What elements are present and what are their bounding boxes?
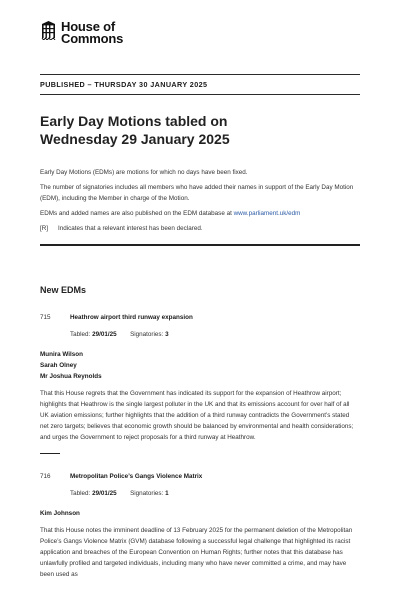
tabled-label: Tabled: — [70, 490, 91, 497]
edm-entry — [40, 471, 360, 580]
house-of-commons-logo — [40, 20, 360, 50]
signatories-count: 3 — [165, 331, 169, 338]
signatories-count: 1 — [165, 490, 169, 497]
tabled-date: 29/01/25 — [92, 331, 117, 338]
sponsor-name: Kim Johnson — [40, 510, 80, 517]
intro-paragraph-3-text: EDMs and added names are also published on the EDM database at — [40, 210, 234, 217]
edm-database-link[interactable]: www.parliament.uk/edm — [233, 210, 301, 217]
section-title-new-edms: New EDMs — [40, 285, 87, 295]
sponsor-list — [40, 349, 360, 382]
logo-wordmark — [61, 21, 123, 45]
document-page — [40, 19, 360, 578]
edm-number: 716 — [40, 473, 51, 480]
logo-line-2: Commons — [61, 31, 124, 46]
edm-meta — [70, 488, 360, 499]
page-title-line-2: Wednesday 29 January 2025 — [40, 131, 230, 147]
edm-divider — [40, 453, 60, 454]
intro-paragraph-2: The number of signatories includes all members who have added their names in support of the Early Day Motion (EDM), including the Member in charge of the Motion. — [40, 184, 354, 202]
header-divider — [40, 74, 360, 75]
edm-header — [40, 471, 360, 482]
portcullis-icon — [40, 20, 57, 40]
motion-text: That this House regrets that the Government has indicated its support for the expansion of Heathrow airport; highlights that Heathrow is the single largest polluter in the UK and that its emissions account for over half of all UK aviation emissions; further highlights that the addition of a third runway contradicts the Government’s stated net zero targets; believes that economic growth should be balanced by environmental and health considerations; and urges the Government to reject proposals for a third runway at Heathrow. — [40, 390, 354, 441]
page-title-line-1: Early Day Motions tabled on — [40, 113, 228, 129]
interest-flag-description: Indicates that a relevant interest has been declared. — [58, 225, 203, 232]
edm-entry — [40, 312, 360, 454]
published-divider — [40, 94, 360, 95]
signatories-label: Signatories: — [130, 490, 164, 497]
edm-number: 715 — [40, 314, 51, 321]
edm-header — [40, 312, 360, 323]
sponsor-name: Sarah Olney — [40, 362, 77, 369]
motion-text: That this House notes the imminent deadline of 13 February 2025 for the permanent deletion of the Metropolitan Police’s Gangs Violence Matrix (GVM) database following a successful legal challenge that highlighted its racist application and breaches of the European Convention on Human Rights; further notes that this database has unlawfully profiled and targeted individuals, including many who have never committed a crime, and may have been used as — [40, 527, 353, 578]
edm-title: Metropolitan Police’s Gangs Violence Matrix — [70, 473, 203, 480]
signatories-label: Signatories: — [130, 331, 164, 338]
edm-meta — [70, 329, 360, 340]
edm-title: Heathrow airport third runway expansion — [70, 314, 193, 321]
intro-paragraph-1: Early Day Motions (EDMs) are motions for which no days have been fixed. — [40, 169, 248, 176]
sponsor-name: Munira Wilson — [40, 351, 83, 358]
intro-text — [40, 167, 360, 238]
tabled-date: 29/01/25 — [92, 490, 117, 497]
published-date: PUBLISHED – THURSDAY 30 JANUARY 2025 — [40, 80, 208, 89]
page-title — [40, 112, 340, 148]
sponsor-list — [40, 508, 360, 519]
intro-paragraph-3 — [40, 208, 360, 219]
sponsor-name: Mr Joshua Reynolds — [40, 373, 102, 380]
interest-flag: [R] — [40, 225, 49, 232]
logo-line-1: House of — [61, 19, 116, 34]
section-divider — [40, 244, 360, 246]
tabled-label: Tabled: — [70, 331, 91, 338]
intro-paragraph-4 — [40, 223, 360, 234]
